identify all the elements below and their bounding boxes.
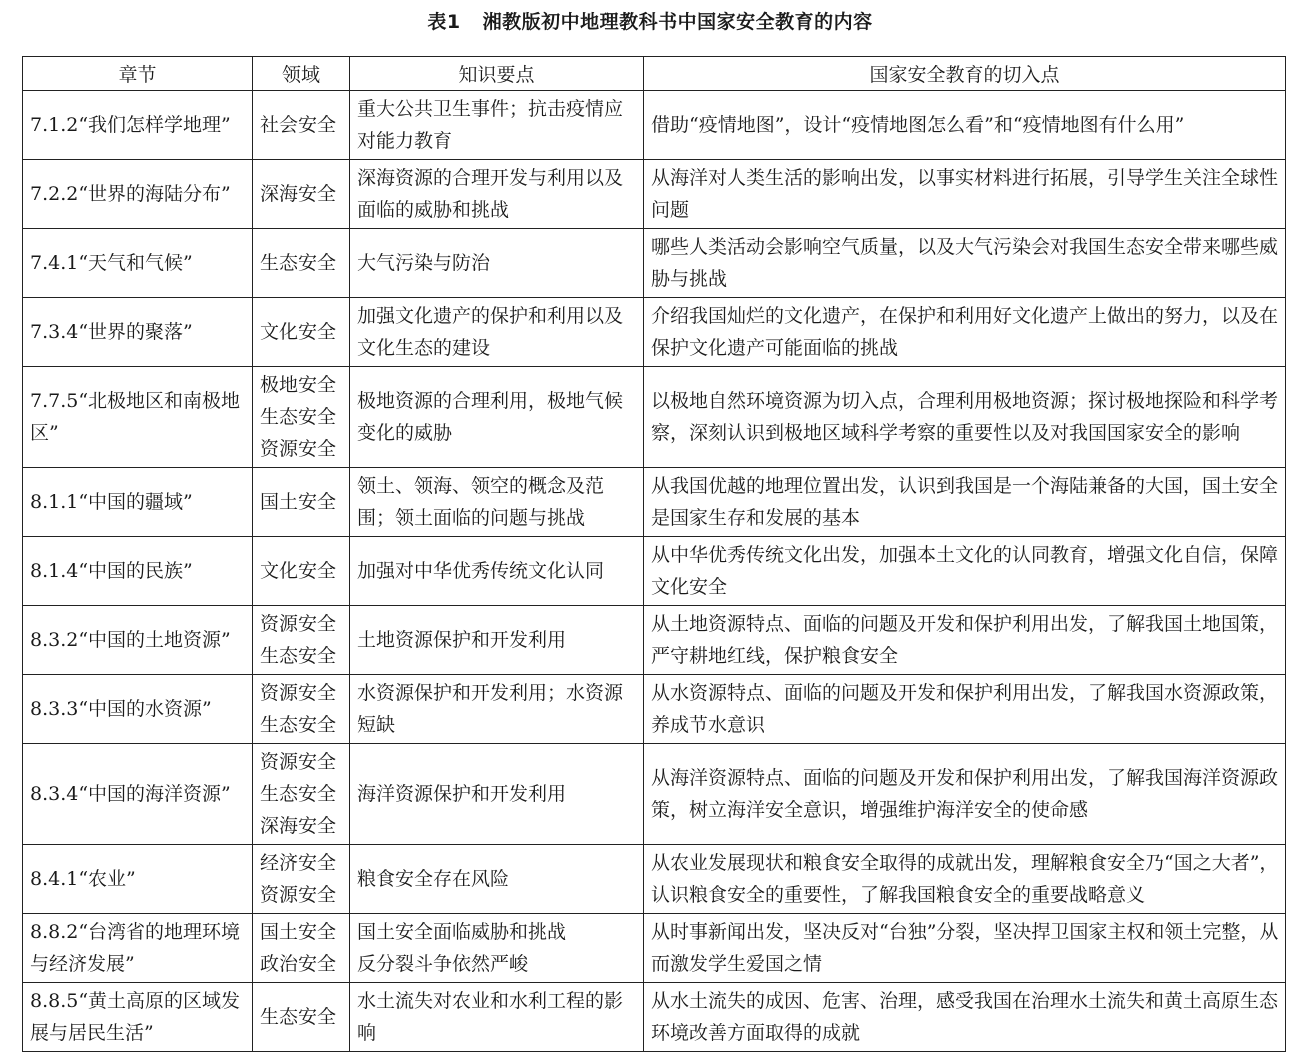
knowledge-cell — [350, 675, 644, 744]
domain-label: 资源安全 — [260, 751, 337, 773]
domain-label: 资源安全 — [260, 682, 337, 704]
table-number: 表1 — [427, 11, 461, 33]
header-knowledge: 知识要点 — [350, 57, 644, 91]
knowledge-point: 极地资源的合理利用，极地气候变化的威胁 — [357, 390, 624, 444]
table-row — [23, 229, 1286, 298]
table-header-row — [23, 57, 1286, 91]
domain-cell — [253, 367, 350, 468]
domain-cell — [253, 468, 350, 537]
domain-cell — [253, 91, 350, 160]
knowledge-point: 深海资源的合理开发与利用以及面临的威胁和挑战 — [357, 167, 624, 221]
knowledge-point: 水土流失对农业和水利工程的影响 — [357, 990, 624, 1044]
knowledge-cell — [350, 229, 644, 298]
domain-label: 资源安全 — [260, 613, 337, 635]
table-title: 湘教版初中地理教科书中国家安全教育的内容 — [482, 11, 873, 33]
domain-label: 生态安全 — [260, 714, 337, 736]
entry-point-cell: 从海洋资源特点、面临的问题及开发和保护利用出发，了解我国海洋资源政策，树立海洋安全意识，增强维护海洋安全的使命感 — [644, 744, 1286, 845]
knowledge-cell — [350, 744, 644, 845]
table-row — [23, 606, 1286, 675]
entry-point-cell: 从水土流失的成因、危害、治理，感受我国在治理水土流失和黄土高原生态环境改善方面取得的成就 — [644, 983, 1286, 1052]
entry-point-cell: 从水资源特点、面临的问题及开发和保护利用出发，了解我国水资源政策，养成节水意识 — [644, 675, 1286, 744]
domain-label: 极地安全 — [260, 374, 337, 396]
domain-label: 资源安全 — [260, 438, 337, 460]
domain-label: 生态安全 — [260, 783, 337, 805]
table-row — [23, 537, 1286, 606]
header-chapter: 章节 — [23, 57, 253, 91]
entry-point-cell: 从中华优秀传统文化出发，加强本土文化的认同教育，增强文化自信，保障文化安全 — [644, 537, 1286, 606]
table-row — [23, 298, 1286, 367]
table-row — [23, 468, 1286, 537]
domain-cell — [253, 298, 350, 367]
chapter-cell: 7.4.1“天气和气候” — [23, 229, 253, 298]
knowledge-point: 加强文化遗产的保护和利用以及文化生态的建设 — [357, 305, 624, 359]
knowledge-point: 国土安全面临威胁和挑战 — [357, 921, 567, 943]
chapter-cell: 8.1.4“中国的民族” — [23, 537, 253, 606]
domain-label: 深海安全 — [260, 815, 337, 837]
entry-point-cell: 从我国优越的地理位置出发，认识到我国是一个海陆兼备的大国，国土安全是国家生存和发展的基本 — [644, 468, 1286, 537]
table-row — [23, 675, 1286, 744]
table-row — [23, 914, 1286, 983]
domain-label: 资源安全 — [260, 884, 337, 906]
domain-cell — [253, 675, 350, 744]
domain-cell — [253, 983, 350, 1052]
table-row — [23, 744, 1286, 845]
chapter-cell: 8.8.2“台湾省的地理环境与经济发展” — [23, 914, 253, 983]
knowledge-point: 海洋资源保护和开发利用 — [357, 783, 567, 805]
chapter-cell: 8.8.5“黄土高原的区域发展与居民生活” — [23, 983, 253, 1052]
chapter-cell: 7.1.2“我们怎样学地理” — [23, 91, 253, 160]
knowledge-point: 水资源保护和开发利用；水资源短缺 — [357, 682, 624, 736]
knowledge-cell — [350, 298, 644, 367]
domain-label: 国土安全 — [260, 921, 337, 943]
domain-cell — [253, 537, 350, 606]
table-row — [23, 367, 1286, 468]
knowledge-cell — [350, 91, 644, 160]
table-row — [23, 91, 1286, 160]
table-caption — [0, 6, 1300, 38]
header-entry-point: 国家安全教育的切入点 — [644, 57, 1286, 91]
knowledge-cell — [350, 914, 644, 983]
chapter-cell: 8.4.1“农业” — [23, 845, 253, 914]
domain-label: 社会安全 — [260, 114, 337, 136]
domain-cell — [253, 606, 350, 675]
entry-point-cell: 以极地自然环境资源为切入点，合理利用极地资源；探讨极地探险和科学考察，深刻认识到极地区域科学考察的重要性以及对我国国家安全的影响 — [644, 367, 1286, 468]
knowledge-point: 加强对中华优秀传统文化认同 — [357, 560, 605, 582]
entry-point-cell: 借助“疫情地图”，设计“疫情地图怎么看”和“疫情地图有什么用” — [644, 91, 1286, 160]
chapter-cell: 8.3.3“中国的水资源” — [23, 675, 253, 744]
knowledge-cell — [350, 367, 644, 468]
table-body — [23, 91, 1286, 1052]
domain-label: 经济安全 — [260, 852, 337, 874]
domain-label: 文化安全 — [260, 560, 337, 582]
domain-cell — [253, 845, 350, 914]
entry-point-cell: 哪些人类活动会影响空气质量，以及大气污染会对我国生态安全带来哪些威胁与挑战 — [644, 229, 1286, 298]
domain-label: 生态安全 — [260, 645, 337, 667]
knowledge-point: 大气污染与防治 — [357, 252, 491, 274]
knowledge-cell — [350, 606, 644, 675]
domain-cell — [253, 914, 350, 983]
domain-label: 深海安全 — [260, 183, 337, 205]
knowledge-cell — [350, 845, 644, 914]
chapter-cell: 7.7.5“北极地区和南极地区” — [23, 367, 253, 468]
chapter-cell: 7.2.2“世界的海陆分布” — [23, 160, 253, 229]
domain-cell — [253, 744, 350, 845]
knowledge-cell — [350, 983, 644, 1052]
domain-cell — [253, 160, 350, 229]
knowledge-point: 土地资源保护和开发利用 — [357, 629, 567, 651]
knowledge-point: 领土、领海、领空的概念及范围；领土面临的问题与挑战 — [357, 475, 605, 529]
security-education-table — [22, 56, 1286, 1052]
knowledge-point: 重大公共卫生事件；抗击疫情应对能力教育 — [357, 98, 624, 152]
table-row — [23, 160, 1286, 229]
entry-point-cell: 介绍我国灿烂的文化遗产，在保护和利用好文化遗产上做出的努力，以及在保护文化遗产可能面临的挑战 — [644, 298, 1286, 367]
entry-point-cell: 从农业发展现状和粮食安全取得的成就出发，理解粮食安全乃“国之大者”，认识粮食安全的重要性，了解我国粮食安全的重要战略意义 — [644, 845, 1286, 914]
domain-label: 生态安全 — [260, 406, 337, 428]
knowledge-point: 粮食安全存在风险 — [357, 868, 510, 890]
chapter-cell: 8.1.1“中国的疆域” — [23, 468, 253, 537]
domain-label: 生态安全 — [260, 1006, 337, 1028]
domain-label: 政治安全 — [260, 953, 337, 975]
table-row — [23, 845, 1286, 914]
chapter-cell: 7.3.4“世界的聚落” — [23, 298, 253, 367]
chapter-cell: 8.3.2“中国的土地资源” — [23, 606, 253, 675]
chapter-cell: 8.3.4“中国的海洋资源” — [23, 744, 253, 845]
entry-point-cell: 从土地资源特点、面临的问题及开发和保护利用出发，了解我国土地国策，严守耕地红线，保护粮食安全 — [644, 606, 1286, 675]
knowledge-point: 反分裂斗争依然严峻 — [357, 953, 529, 975]
table-row — [23, 983, 1286, 1052]
entry-point-cell: 从海洋对人类生活的影响出发，以事实材料进行拓展，引导学生关注全球性问题 — [644, 160, 1286, 229]
knowledge-cell — [350, 468, 644, 537]
domain-label: 国土安全 — [260, 491, 337, 513]
knowledge-cell — [350, 537, 644, 606]
entry-point-cell: 从时事新闻出发，坚决反对“台独”分裂，坚决捍卫国家主权和领土完整，从而激发学生爱国之情 — [644, 914, 1286, 983]
domain-label: 文化安全 — [260, 321, 337, 343]
knowledge-cell — [350, 160, 644, 229]
domain-cell — [253, 229, 350, 298]
domain-label: 生态安全 — [260, 252, 337, 274]
header-domain: 领域 — [253, 57, 350, 91]
